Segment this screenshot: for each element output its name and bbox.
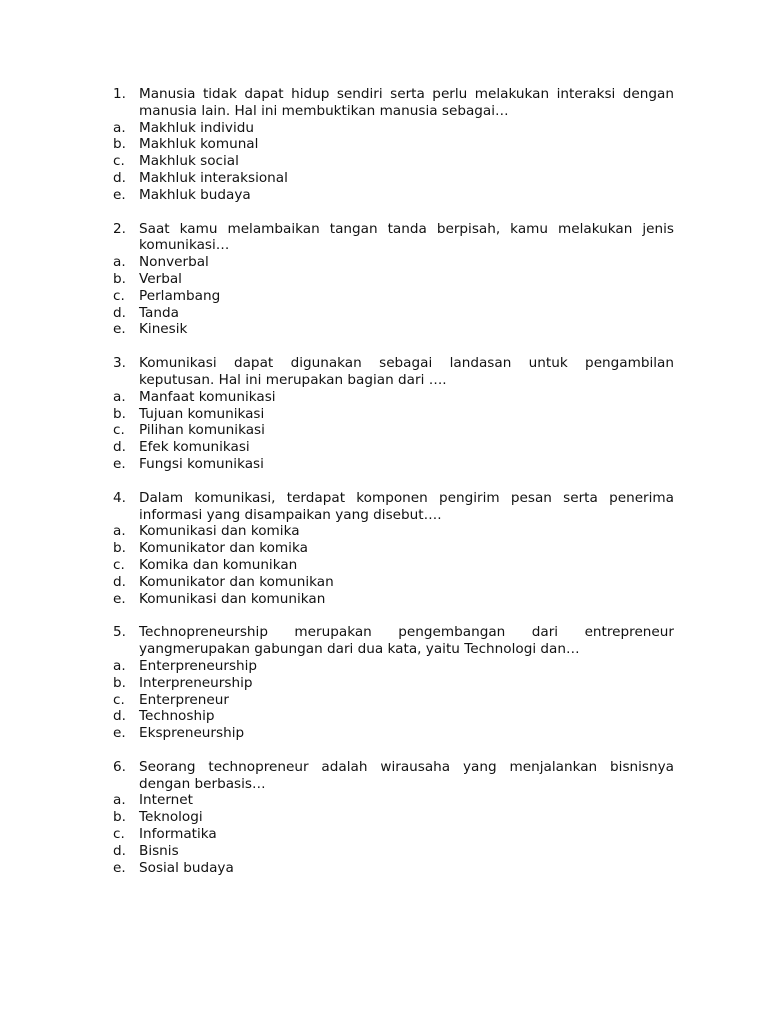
answer-option [113, 321, 674, 338]
option-letter: e. [113, 321, 126, 338]
question-item [113, 490, 674, 608]
option-text: Ekspreneurship [139, 725, 245, 742]
option-text: Pilihan komunikasi [139, 422, 265, 439]
option-text: Komunikasi dan komika [139, 523, 300, 540]
option-text: Enterpreneur [139, 691, 229, 708]
option-text: Interpreneurship [139, 674, 253, 691]
option-text: Nonverbal [139, 254, 209, 271]
option-text: Teknologi [139, 809, 203, 826]
question-list [113, 86, 674, 893]
option-letter: a. [113, 254, 126, 271]
option-letter: c. [113, 422, 125, 439]
option-letter: d. [113, 573, 126, 590]
question-number: 3. [113, 355, 126, 372]
answer-option [113, 120, 674, 137]
answer-option [113, 675, 674, 692]
option-text: Komunikasi dan komunikan [139, 590, 326, 607]
answer-option [113, 809, 674, 826]
question-item [113, 355, 674, 473]
answer-option [113, 523, 674, 540]
option-text: Manfaat komunikasi [139, 388, 276, 405]
option-letter: b. [113, 136, 126, 153]
option-text: Bisnis [139, 842, 179, 859]
answer-option [113, 591, 674, 608]
answer-option [113, 389, 674, 406]
answer-option [113, 692, 674, 709]
question-text: Komunikasi dapat digunakan sebagai landasan untuk pengambilan keputusan. Hal ini merupakan bagian dari …. [139, 355, 674, 388]
answer-option [113, 422, 674, 439]
option-text: Enterpreneurship [139, 657, 258, 674]
option-text: Technoship [139, 708, 215, 725]
answer-option [113, 557, 674, 574]
question-text: Saat kamu melambaikan tangan tanda berpisah, kamu melakukan jenis komunikasi… [139, 220, 674, 254]
answer-option [113, 406, 674, 423]
option-letter: d. [113, 439, 126, 456]
option-text: Sosial budaya [139, 859, 234, 876]
option-letter: d. [113, 842, 126, 859]
question-number: 2. [113, 220, 126, 237]
option-letter: b. [113, 540, 126, 557]
option-letter: e. [113, 590, 126, 607]
answer-option [113, 860, 674, 877]
option-letter: e. [113, 455, 126, 472]
option-text: Fungsi komunikasi [139, 455, 264, 472]
answer-option [113, 826, 674, 843]
question-text: Seorang technopreneur adalah wirausaha yang menjalankan bisnisnya dengan berbasis… [139, 758, 674, 792]
option-text: Makhluk individu [139, 119, 254, 136]
option-letter: b. [113, 270, 126, 287]
answer-option [113, 254, 674, 271]
option-letter: c. [113, 826, 125, 843]
option-text: Perlambang [139, 287, 221, 304]
option-letter: a. [113, 657, 126, 674]
question-number: 4. [113, 489, 126, 506]
answer-option [113, 187, 674, 204]
answer-option [113, 456, 674, 473]
option-letter: c. [113, 691, 125, 708]
option-letter: c. [113, 153, 125, 170]
answer-option [113, 540, 674, 557]
option-letter: b. [113, 405, 126, 422]
answer-option [113, 708, 674, 725]
answer-option [113, 136, 674, 153]
answer-option [113, 170, 674, 187]
question-item [113, 759, 674, 877]
option-letter: a. [113, 388, 126, 405]
question-number: 6. [113, 758, 126, 775]
option-letter: a. [113, 119, 126, 136]
question-item [113, 86, 674, 204]
option-text: Tanda [139, 304, 179, 321]
option-text: Makhluk social [139, 153, 239, 170]
question-row [113, 86, 674, 120]
question-item [113, 221, 674, 339]
question-item [113, 624, 674, 742]
question-text: Manusia tidak dapat hidup sendiri serta perlu melakukan interaksi dengan manusia lain. Hal ini membuktikan manusia sebagai… [139, 86, 674, 119]
question-row [113, 355, 674, 389]
option-text: Komika dan komunikan [139, 556, 298, 573]
option-letter: d. [113, 169, 126, 186]
answer-option [113, 271, 674, 288]
option-letter: d. [113, 708, 126, 725]
answer-option [113, 792, 674, 809]
answer-option [113, 288, 674, 305]
option-letter: c. [113, 556, 125, 573]
question-number: 5. [113, 624, 126, 641]
option-text: Komunikator dan komika [139, 540, 308, 557]
option-letter: c. [113, 287, 125, 304]
answer-option [113, 305, 674, 322]
question-number: 1. [113, 86, 126, 102]
option-text: Kinesik [139, 321, 188, 338]
answer-option [113, 658, 674, 675]
option-letter: b. [113, 809, 126, 826]
option-text: Verbal [139, 270, 182, 287]
question-row [113, 624, 674, 658]
option-text: Informatika [139, 826, 217, 843]
question-text: Dalam komunikasi, terdapat komponen pengirim pesan serta penerima informasi yang disampaikan yang disebut…. [139, 489, 674, 523]
option-letter: a. [113, 792, 126, 809]
answer-option [113, 843, 674, 860]
option-text: Makhluk budaya [139, 186, 251, 203]
option-text: Komunikator dan komunikan [139, 573, 334, 590]
option-text: Efek komunikasi [139, 439, 250, 456]
question-text: Technopreneurship merupakan pengembangan dari entrepreneur yangmerupakan gabungan dari dua kata, yaitu Technologi dan… [139, 624, 674, 658]
option-text: Makhluk interaksional [139, 169, 288, 186]
answer-option [113, 153, 674, 170]
option-text: Makhluk komunal [139, 136, 259, 153]
option-letter: e. [113, 725, 126, 742]
question-row [113, 759, 674, 793]
answer-option [113, 574, 674, 591]
option-letter: e. [113, 186, 126, 203]
answer-option [113, 439, 674, 456]
option-letter: e. [113, 859, 126, 876]
option-text: Internet [139, 792, 193, 809]
option-letter: b. [113, 674, 126, 691]
option-letter: d. [113, 304, 126, 321]
option-letter: a. [113, 523, 126, 540]
question-row [113, 221, 674, 255]
answer-option [113, 725, 674, 742]
question-row [113, 490, 674, 524]
option-text: Tujuan komunikasi [139, 405, 265, 422]
